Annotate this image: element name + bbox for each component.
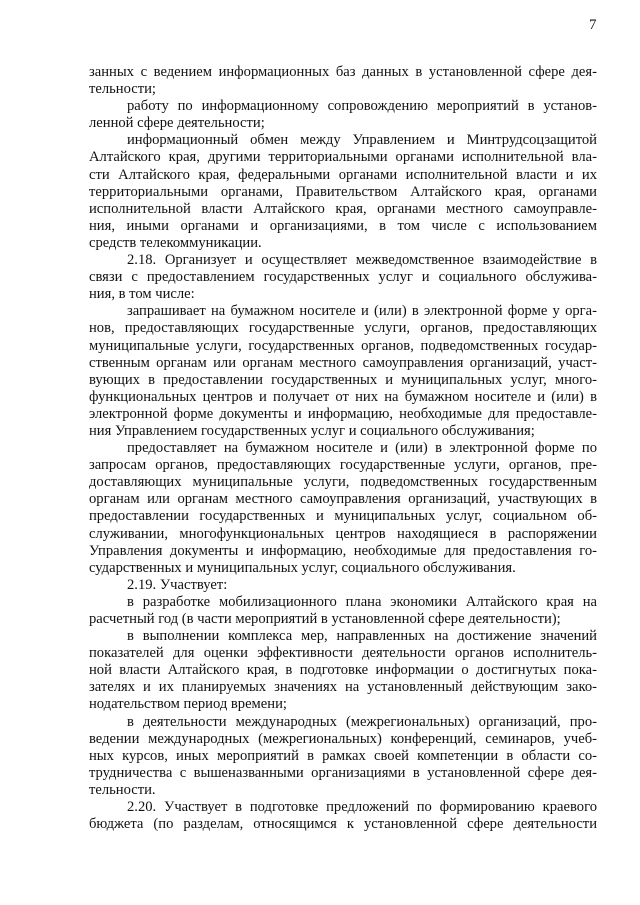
text-line: ственным органам или органам местного самоуправления организаций, участ- <box>89 354 597 371</box>
text-line: служивании, многофункциональных центров находящиеся в распоряжении <box>89 525 597 542</box>
text-line: ния, иными органами и организациями, в том числе с использованием <box>89 217 597 234</box>
text-line: ния, в том числе: <box>89 286 195 303</box>
text-line: связи с предоставлением государственных услуг и социального обслужива- <box>89 269 597 286</box>
text-line: в разработке мобилизационного плана экономики Алтайского края на <box>127 593 597 610</box>
text-line: предоставляет на бумажном носителе и (или) в электронной форме по <box>127 440 597 457</box>
text-line: 2.19. Участвует: <box>127 576 228 593</box>
text-line: средств телекоммуникации. <box>89 234 262 251</box>
text-line: расчетный год (в части мероприятий в установленной сфере деятельности); <box>89 611 561 627</box>
text-line: работу по информационному сопровождению мероприятий в установ- <box>127 98 597 115</box>
text-line: тельности; <box>89 81 156 98</box>
text-line: нодательством период времени; <box>89 696 287 713</box>
text-line: сударственных и муниципальных услуг, социального обслуживания. <box>89 559 516 576</box>
text-line: муниципальные услуги, государственных органов, подведомственных государ- <box>89 337 597 354</box>
text-line: в выполнении комплекса мер, направленных на достижение значений <box>127 628 597 645</box>
document-body <box>89 64 597 833</box>
text-line: электронной форме документы и информацию, необходимые для предоставле- <box>89 405 597 422</box>
text-line: функциональных центров и получает от них на бумажном носителе и (или) в <box>89 388 597 405</box>
text-line: занных с ведением информационных баз данных в установленной сфере дея- <box>89 64 597 80</box>
text-line: запросам органов, предоставляющих государственные услуги, органов, пре- <box>89 457 597 474</box>
text-line: доставляющих муниципальные услуги, подведомственных государственным <box>89 474 597 491</box>
text-line: 2.18. Организует и осуществляет межведомственное взаимодействие в <box>127 252 597 269</box>
text-line: ной власти Алтайского края, в подготовке информации о достигнутых пока- <box>89 662 597 679</box>
text-line: ных курсов, иных мероприятий в рамках своей компетенции в области со- <box>89 747 597 764</box>
text-line: информационный обмен между Управлением и Минтрудсоцзащитой <box>127 132 597 149</box>
text-line: нов, предоставляющих государственные услуги, органов, предоставляющих <box>89 320 597 337</box>
text-line: в деятельности международных (межрегиональных) организаций, про- <box>127 713 597 730</box>
text-line: ния Управлением государственных услуг и социального обслуживания; <box>89 422 535 439</box>
text-line: сти Алтайского края, федеральными органами исполнительной власти и их <box>89 166 597 183</box>
page-number: 7 <box>589 17 597 33</box>
text-line: исполнительной власти Алтайского края, органами местного самоуправле- <box>89 200 597 217</box>
text-line: органам или органам местного самоуправления организаций, участвующих в <box>89 491 597 508</box>
text-line: запрашивает на бумажном носителе и (или) в электронной форме у орга- <box>127 303 597 320</box>
text-line: предоставлении государственных и муниципальных услуг, социальном об- <box>89 508 597 525</box>
text-line: территориальными органами, Правительством Алтайского края, органами <box>89 183 597 200</box>
text-line: 2.20. Участвует в подготовке предложений по формированию краевого <box>127 799 597 816</box>
text-line: Алтайского края, другими территориальными органами исполнительной вла- <box>89 149 597 166</box>
text-line: тельности. <box>89 781 156 798</box>
text-line: Управления документы и информацию, необходимые для предоставления го- <box>89 542 597 559</box>
text-line: бюджета (по разделам, относящимся к установленной сфере деятельности <box>89 816 597 833</box>
text-line: вующих в предоставлении государственных и муниципальных услуг, много- <box>89 371 597 388</box>
text-line: показателей для оценки эффективности деятельности органов исполнитель- <box>89 645 597 662</box>
text-line: ведении международных (межрегиональных) конференций, семинаров, учеб- <box>89 730 597 747</box>
text-line: зателях и их планируемых значениях на установленный действующим зако- <box>89 679 597 696</box>
text-line: трудничества с вышеназванными организациями в установленной сфере дея- <box>89 764 597 781</box>
text-line: ленной сфере деятельности; <box>89 115 265 132</box>
